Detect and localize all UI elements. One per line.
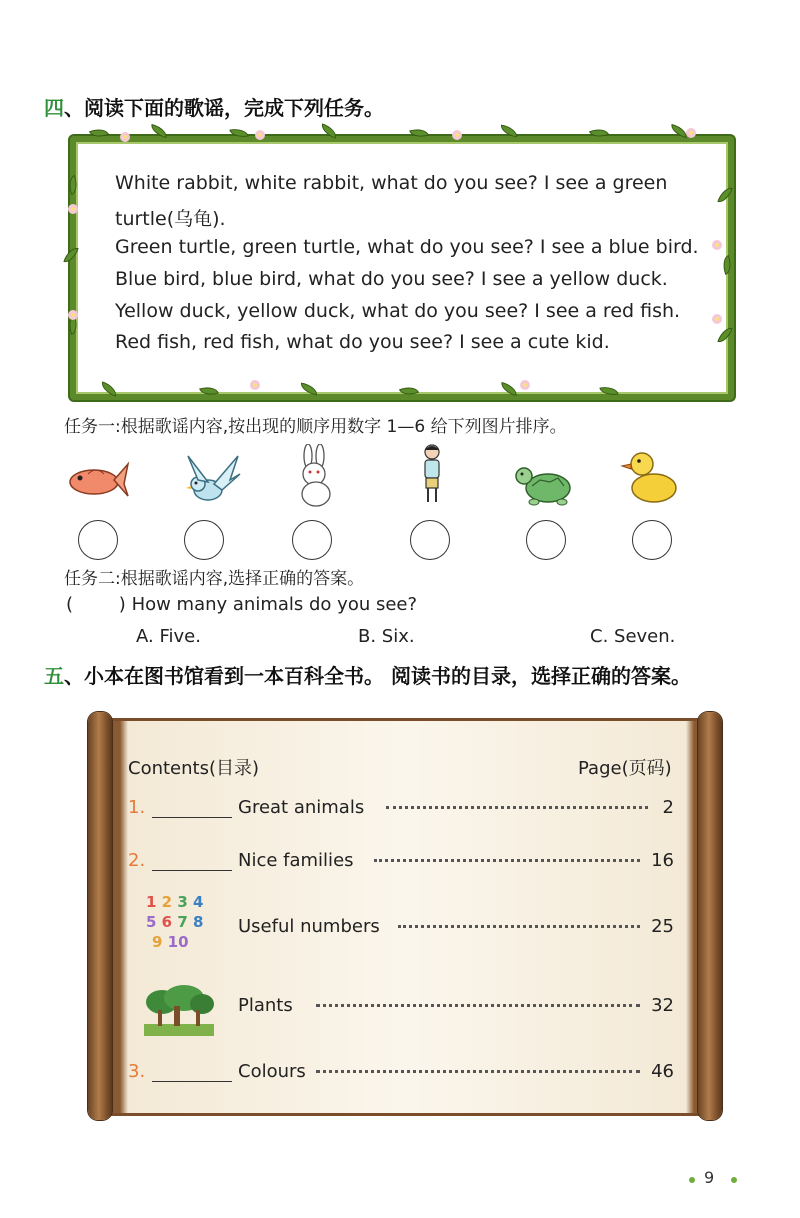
- answer-circle-bird[interactable]: [184, 520, 224, 560]
- flower-icon: [686, 128, 696, 138]
- section-4-title-text: 、阅读下面的歌谣，完成下列任务。: [64, 96, 384, 120]
- fish-picture: [66, 446, 130, 510]
- poem-line: turtle(乌龟).: [115, 208, 226, 230]
- section-5-title: [44, 660, 691, 689]
- toc-leader-dots: [398, 925, 640, 928]
- toc-number: 2.: [128, 850, 146, 871]
- option-b[interactable]: B. Six.: [358, 626, 415, 647]
- flower-icon: [120, 132, 130, 142]
- poem-line: White rabbit, white rabbit, what do you see? I see a green: [115, 172, 668, 194]
- toc-title: Plants: [238, 995, 293, 1016]
- option-a[interactable]: A. Five.: [136, 626, 201, 647]
- number-glyph: 8: [193, 913, 204, 931]
- option-c[interactable]: C. Seven.: [590, 626, 676, 647]
- poem-line: Yellow duck, yellow duck, what do you see? I see a red fish.: [115, 300, 681, 322]
- toc-page: 16: [651, 850, 674, 871]
- toc-leader-dots: [316, 1004, 640, 1007]
- answer-blank[interactable]: [152, 869, 232, 871]
- answer-circle-fish[interactable]: [78, 520, 118, 560]
- toc-leader-dots: [374, 859, 640, 862]
- question-text: How many animals do you see?: [131, 594, 418, 615]
- task-2-instruction: 任务二:根据歌谣内容,选择正确的答案。: [64, 569, 365, 589]
- toc-title: Useful numbers: [238, 916, 380, 937]
- answer-circle-turtle[interactable]: [526, 520, 566, 560]
- scroll-rod-right: [698, 712, 722, 1120]
- answer-circle-kid[interactable]: [410, 520, 450, 560]
- answer-circle-duck[interactable]: [632, 520, 672, 560]
- flower-icon: [250, 380, 260, 390]
- poem-line: Blue bird, blue bird, what do you see? I see a yellow duck.: [115, 268, 668, 290]
- number-glyph: 10: [167, 933, 189, 951]
- scroll-rod-left: [88, 712, 112, 1120]
- answer-blank[interactable]: [152, 1080, 232, 1082]
- flower-icon: [68, 310, 78, 320]
- kid-picture: [400, 442, 464, 506]
- contents-header: Contents(目录): [128, 758, 260, 779]
- flower-icon: [452, 130, 462, 140]
- section-5-title-text: 、小本在图书馆看到一本百科全书。 阅读书的目录，选择正确的答案。: [64, 664, 691, 688]
- footer-dot-right: [731, 1177, 737, 1183]
- task-1-instruction: 任务一:根据歌谣内容,按出现的顺序用数字 1—6 给下列图片排序。: [64, 417, 567, 437]
- toc-title: Great animals: [238, 797, 365, 818]
- section-4-number: 四: [44, 96, 64, 120]
- number-glyph: 1: [146, 893, 157, 911]
- number-glyph: 3: [177, 893, 188, 911]
- plants-picture: [144, 984, 214, 1036]
- toc-page: 2: [662, 797, 674, 818]
- flower-icon: [712, 240, 722, 250]
- number-glyph: 7: [177, 913, 188, 931]
- toc-title: Nice families: [238, 850, 354, 871]
- flower-icon: [520, 380, 530, 390]
- poem-line: Red fish, red fish, what do you see? I see a cute kid.: [115, 331, 610, 353]
- numbers-picture: [146, 892, 216, 958]
- toc-page: 46: [651, 1061, 674, 1082]
- toc-number: 1.: [128, 797, 146, 818]
- toc-leader-dots: [386, 806, 648, 809]
- turtle-picture: [514, 452, 578, 516]
- toc-leader-dots: [316, 1070, 640, 1073]
- rabbit-picture: [286, 444, 350, 508]
- flower-icon: [712, 314, 722, 324]
- footer-dot-left: [689, 1177, 695, 1183]
- number-glyph: 9: [152, 933, 163, 951]
- page-number: 9: [704, 1168, 715, 1187]
- section-4-title: [44, 92, 384, 121]
- poem-line: Green turtle, green turtle, what do you see? I see a blue bird.: [115, 236, 699, 258]
- toc-page: 32: [651, 995, 674, 1016]
- number-glyph: 4: [193, 893, 204, 911]
- toc-title: Colours: [238, 1061, 306, 1082]
- page-header: Page(页码): [578, 758, 672, 779]
- flower-icon: [68, 204, 78, 214]
- bird-picture: [180, 450, 244, 514]
- number-glyph: 5: [146, 913, 157, 931]
- question: [66, 594, 417, 615]
- section-5-number: 五: [44, 664, 64, 688]
- answer-circle-rabbit[interactable]: [292, 520, 332, 560]
- toc-page: 25: [651, 916, 674, 937]
- duck-picture: [620, 444, 684, 508]
- answer-parentheses[interactable]: ( ): [66, 594, 126, 615]
- answer-blank[interactable]: [152, 816, 232, 818]
- toc-number: 3.: [128, 1061, 146, 1082]
- number-glyph: 2: [161, 893, 173, 911]
- number-glyph: 6: [161, 913, 173, 931]
- flower-icon: [255, 130, 265, 140]
